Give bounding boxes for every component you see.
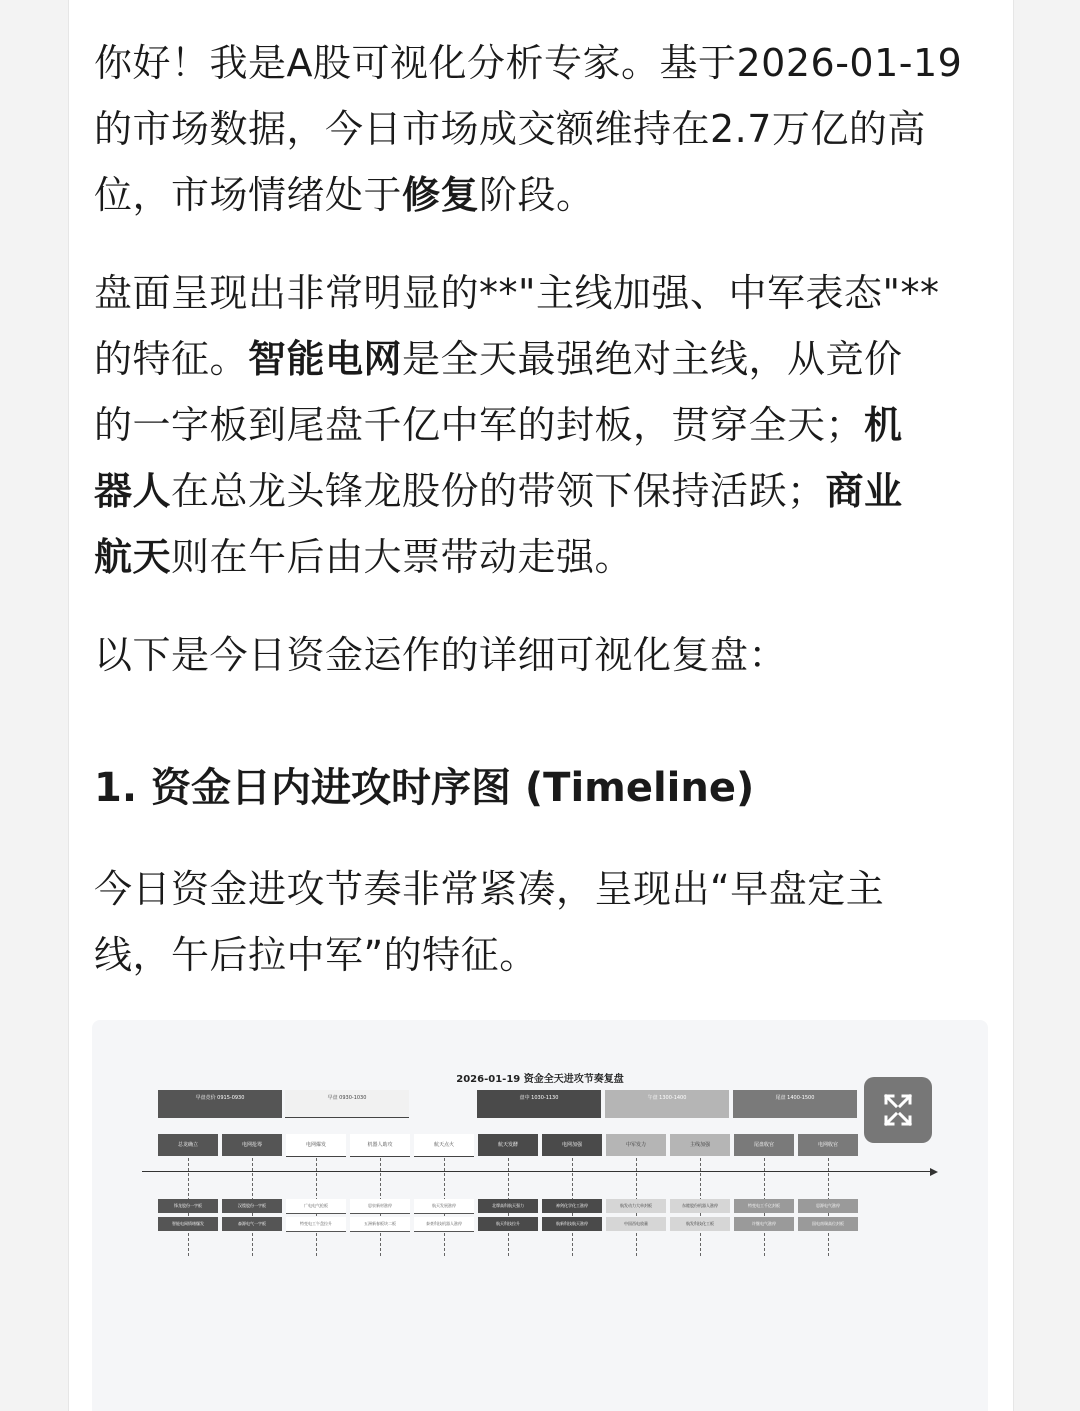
expand-icon xyxy=(864,1077,932,1143)
event-cell: 汉缆股份一字板 xyxy=(222,1199,282,1213)
event-cell: 航新科技航天涨停 xyxy=(542,1217,602,1231)
tag-10: 尾盘收官 xyxy=(734,1134,794,1156)
phase-auction: 早盘竞价 0915-0930 xyxy=(158,1090,282,1118)
timeline-figure[interactable] xyxy=(92,1020,988,1411)
event-cell: 航天科技拉升 xyxy=(478,1217,538,1231)
market-bold-robot: 机 xyxy=(864,403,903,447)
market-bold-grid: 智能电网 xyxy=(248,337,403,381)
intro-bold-text: 修复 xyxy=(402,173,480,217)
market-line-3 xyxy=(94,392,994,458)
event-cell: 北摩高科航天强力 xyxy=(478,1199,538,1213)
event-cell: 森源电气一字板 xyxy=(222,1217,282,1231)
market-line-4 xyxy=(94,458,994,524)
figure-title: 2026-01-19 资金全天进攻节奏复盘 xyxy=(456,1074,624,1085)
phase-close: 尾盘 1400-1500 xyxy=(733,1090,857,1118)
market-text: 则在午后由大票带动走强。 xyxy=(171,535,634,579)
axis-arrow-icon xyxy=(930,1168,938,1176)
event-cell: 智能电网情绪爆发 xyxy=(158,1217,218,1231)
tag-2: 电网抢筹 xyxy=(222,1134,282,1156)
intro-line-1: 你好！我是A股可视化分析专家。基于2026-01-19 xyxy=(94,41,963,85)
event-cell: 广电电气抢板 xyxy=(286,1199,346,1214)
market-paragraph xyxy=(94,260,994,590)
event-cell: 泰豪科技机器人涨停 xyxy=(414,1217,474,1232)
tag-4: 机器人助攻 xyxy=(350,1134,410,1157)
tag-1: 总龙确立 xyxy=(158,1134,218,1156)
event-cell: 特变电工千亿封板 xyxy=(734,1199,794,1213)
market-line-2 xyxy=(94,326,994,392)
tag-5: 航天点火 xyxy=(414,1134,474,1157)
event-cell: 中国西电放量 xyxy=(606,1217,666,1231)
intro-text: 位，市场情绪处于 xyxy=(94,173,403,217)
event-cell: 思源电气涨停 xyxy=(798,1199,858,1213)
event-cell: 东睦股份机器人涨停 xyxy=(670,1199,730,1213)
event-cell: 航天发展涨停 xyxy=(414,1199,474,1214)
review-intro: 以下是今日资金运作的详细可视化复盘： xyxy=(94,633,788,677)
event-cell: 锋龙股份一字板 xyxy=(158,1199,218,1213)
phase-afternoon: 午盘 1300-1400 xyxy=(605,1090,729,1118)
rhythm-paragraph xyxy=(94,856,994,988)
rhythm-line-2: 线，午后拉中军”的特征。 xyxy=(94,933,538,977)
event-cell: 国电南瑞高位封板 xyxy=(798,1217,858,1231)
tag-8: 中军发力 xyxy=(606,1134,666,1156)
market-text: 的特征。 xyxy=(94,337,249,381)
market-text: 在总龙头锋龙股份的带领下保持活跃； xyxy=(171,469,826,513)
market-text: 是全天最强绝对主线，从竞价 xyxy=(402,337,903,381)
phase-midday: 盘中 1030-1130 xyxy=(477,1090,601,1118)
market-bold-aerospace-2: 航天 xyxy=(94,535,172,579)
event-cell: 航发科技化工板 xyxy=(670,1217,730,1231)
timeline-axis xyxy=(142,1171,932,1172)
market-text: 的一字板到尾盘千亿中军的封板，贯穿全天； xyxy=(94,403,865,447)
market-bold-aerospace: 商业 xyxy=(825,469,903,513)
rhythm-line-1: 今日资金进攻节奏非常紧凑，呈现出“早盘定主 xyxy=(94,867,885,911)
tag-9: 主线加强 xyxy=(670,1134,730,1156)
event-cell: 思泉新材涨停 xyxy=(350,1199,410,1214)
event-cell: 五洲新春板块二板 xyxy=(350,1217,410,1232)
event-cell: 航发动力大单封板 xyxy=(606,1199,666,1213)
intro-text-end: 阶段。 xyxy=(479,173,595,217)
market-bold-robot-2: 器人 xyxy=(94,469,172,513)
expand-button[interactable] xyxy=(864,1077,932,1143)
phase-morning: 早盘 0930-1030 xyxy=(285,1090,409,1118)
market-line-1: 盘面呈现出非常明显的**"主线加强、中军表态"** xyxy=(94,271,940,315)
market-line-5 xyxy=(94,524,994,590)
intro-paragraph xyxy=(94,30,994,228)
event-cell: 神剑化学化工涨停 xyxy=(542,1199,602,1213)
tag-3: 电网爆发 xyxy=(286,1134,346,1157)
tag-7: 电网加强 xyxy=(542,1134,602,1156)
intro-line-3 xyxy=(94,162,994,228)
intro-line-2: 的市场数据，今日市场成交额维持在2.7万亿的高 xyxy=(94,107,926,151)
tag-6: 航天发酵 xyxy=(478,1134,538,1156)
tag-11: 电网收官 xyxy=(798,1134,858,1156)
section-title: 1. 资金日内进攻时序图 (Timeline) xyxy=(94,765,755,811)
event-cell: 许继电气涨停 xyxy=(734,1217,794,1231)
event-cell: 特变电工午盘拉升 xyxy=(286,1217,346,1232)
